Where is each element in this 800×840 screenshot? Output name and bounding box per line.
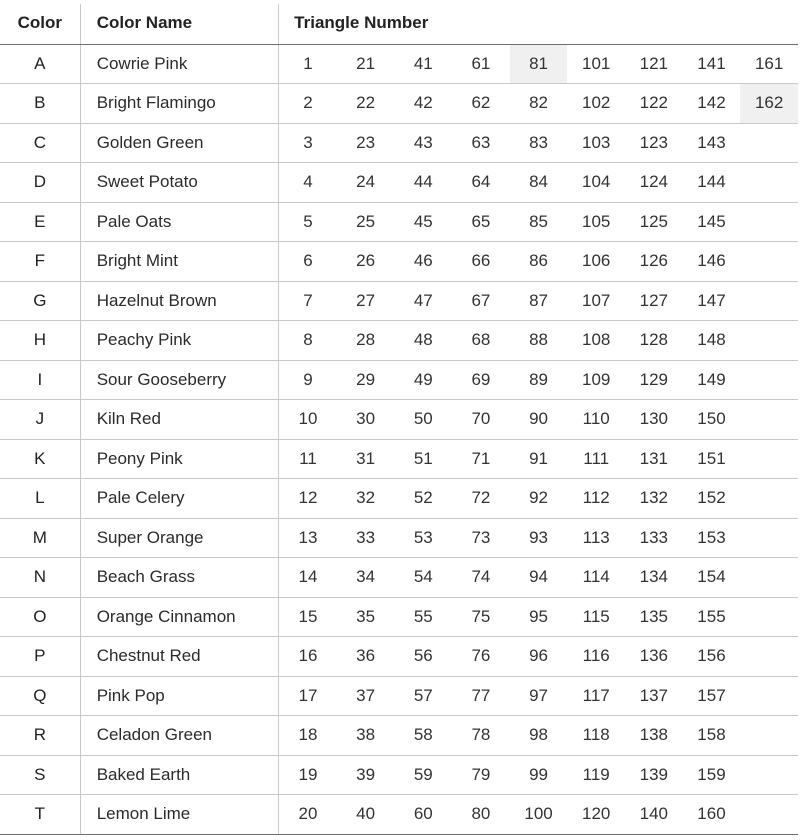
triangle-number-cell: 3: [279, 123, 337, 163]
triangle-number-cell: 82: [510, 84, 568, 124]
triangle-number-cell: 50: [394, 400, 452, 440]
triangle-number-cell: 65: [452, 202, 510, 242]
triangle-number-cell: 109: [567, 360, 625, 400]
color-code-cell: G: [0, 281, 80, 321]
triangle-number-cell: 58: [394, 716, 452, 756]
triangle-number-cell: 129: [625, 360, 683, 400]
triangle-number-cell: 130: [625, 400, 683, 440]
color-name-cell: Peachy Pink: [80, 321, 278, 361]
color-name-cell: Super Orange: [80, 518, 278, 558]
table-row: [0, 84, 798, 124]
table-row: [0, 518, 798, 558]
triangle-number-cell: [740, 439, 798, 479]
header-triangle-number: Triangle Number: [279, 4, 798, 44]
triangle-number-cell: [740, 400, 798, 440]
triangle-number-cell: [740, 163, 798, 203]
triangle-number-cell: 89: [510, 360, 568, 400]
triangle-number-cell: 19: [279, 755, 337, 795]
triangle-number-cell: 72: [452, 479, 510, 519]
triangle-number-cell: 96: [510, 637, 568, 677]
triangle-number-cell: [740, 716, 798, 756]
triangle-number-cell: 29: [337, 360, 395, 400]
triangle-number-cell: 113: [567, 518, 625, 558]
triangle-number-cell: 91: [510, 439, 568, 479]
triangle-number-cell: 131: [625, 439, 683, 479]
triangle-number-cell: 67: [452, 281, 510, 321]
table-row: [0, 795, 798, 835]
triangle-number-cell: 126: [625, 242, 683, 282]
triangle-number-cell: 161: [740, 44, 798, 84]
triangle-number-cell: 92: [510, 479, 568, 519]
color-name-cell: Baked Earth: [80, 755, 278, 795]
triangle-number-cell: 85: [510, 202, 568, 242]
triangle-number-cell: [740, 479, 798, 519]
triangle-number-cell: 25: [337, 202, 395, 242]
table-row: [0, 321, 798, 361]
triangle-number-cell: 102: [567, 84, 625, 124]
triangle-number-cell: 30: [337, 400, 395, 440]
triangle-number-cell: 117: [567, 676, 625, 716]
triangle-number-cell: 146: [683, 242, 741, 282]
triangle-number-cell: 124: [625, 163, 683, 203]
table-row: [0, 479, 798, 519]
triangle-number-cell: 13: [279, 518, 337, 558]
triangle-number-cell: 17: [279, 676, 337, 716]
triangle-number-cell: [740, 518, 798, 558]
triangle-number-cell: 105: [567, 202, 625, 242]
table-row: [0, 755, 798, 795]
color-code-cell: A: [0, 44, 80, 84]
triangle-number-cell: 139: [625, 755, 683, 795]
color-code-cell: N: [0, 558, 80, 598]
color-name-cell: Cowrie Pink: [80, 44, 278, 84]
triangle-number-cell: 111: [567, 439, 625, 479]
table-row: [0, 123, 798, 163]
triangle-number-cell: 159: [683, 755, 741, 795]
table-row: [0, 637, 798, 677]
triangle-number-cell: 87: [510, 281, 568, 321]
triangle-number-cell: 143: [683, 123, 741, 163]
triangle-number-cell: 27: [337, 281, 395, 321]
triangle-number-cell: 51: [394, 439, 452, 479]
triangle-number-cell: 160: [683, 795, 741, 835]
triangle-number-cell: 4: [279, 163, 337, 203]
triangle-number-cell: 40: [337, 795, 395, 835]
triangle-number-cell: 44: [394, 163, 452, 203]
triangle-number-cell: 12: [279, 479, 337, 519]
color-name-cell: Pale Celery: [80, 479, 278, 519]
triangle-number-cell: 104: [567, 163, 625, 203]
table-row: [0, 716, 798, 756]
triangle-number-cell: 16: [279, 637, 337, 677]
triangle-number-cell: 41: [394, 44, 452, 84]
triangle-number-cell: 28: [337, 321, 395, 361]
triangle-number-cell: 99: [510, 755, 568, 795]
table-body: [0, 44, 798, 834]
triangle-number-cell: 61: [452, 44, 510, 84]
color-name-cell: Peony Pink: [80, 439, 278, 479]
triangle-number-cell: 150: [683, 400, 741, 440]
triangle-color-table: [0, 4, 798, 835]
color-name-cell: Sweet Potato: [80, 163, 278, 203]
triangle-number-cell: 157: [683, 676, 741, 716]
triangle-number-cell: 83: [510, 123, 568, 163]
triangle-number-cell: 106: [567, 242, 625, 282]
triangle-number-cell: 49: [394, 360, 452, 400]
table-row: [0, 676, 798, 716]
triangle-number-cell: 8: [279, 321, 337, 361]
triangle-number-cell: [740, 637, 798, 677]
triangle-number-cell: 18: [279, 716, 337, 756]
triangle-number-cell: 77: [452, 676, 510, 716]
triangle-number-cell: 108: [567, 321, 625, 361]
triangle-number-cell: 68: [452, 321, 510, 361]
triangle-number-cell: 135: [625, 597, 683, 637]
triangle-number-cell: 55: [394, 597, 452, 637]
triangle-number-cell: 78: [452, 716, 510, 756]
triangle-number-cell: 134: [625, 558, 683, 598]
triangle-number-cell: 79: [452, 755, 510, 795]
triangle-number-cell: 95: [510, 597, 568, 637]
triangle-number-cell: 114: [567, 558, 625, 598]
table-row: [0, 163, 798, 203]
color-code-cell: M: [0, 518, 80, 558]
table-row: [0, 242, 798, 282]
triangle-number-cell: 116: [567, 637, 625, 677]
triangle-number-cell: 60: [394, 795, 452, 835]
triangle-number-cell: 132: [625, 479, 683, 519]
triangle-number-cell: 98: [510, 716, 568, 756]
triangle-number-cell: 152: [683, 479, 741, 519]
triangle-number-cell: 133: [625, 518, 683, 558]
color-name-cell: Sour Gooseberry: [80, 360, 278, 400]
color-name-cell: Bright Mint: [80, 242, 278, 282]
triangle-number-cell: 33: [337, 518, 395, 558]
triangle-number-cell: 115: [567, 597, 625, 637]
triangle-number-cell: 36: [337, 637, 395, 677]
triangle-number-cell: 100: [510, 795, 568, 835]
triangle-number-cell: 73: [452, 518, 510, 558]
color-name-cell: Chestnut Red: [80, 637, 278, 677]
triangle-number-cell: 76: [452, 637, 510, 677]
triangle-number-cell: 122: [625, 84, 683, 124]
triangle-number-cell: 52: [394, 479, 452, 519]
triangle-number-cell: 53: [394, 518, 452, 558]
color-name-cell: Orange Cinnamon: [80, 597, 278, 637]
triangle-number-cell: 69: [452, 360, 510, 400]
triangle-number-cell: 156: [683, 637, 741, 677]
triangle-number-cell: 123: [625, 123, 683, 163]
triangle-number-cell: 22: [337, 84, 395, 124]
triangle-number-cell: 6: [279, 242, 337, 282]
triangle-number-cell: [740, 123, 798, 163]
triangle-number-cell: 93: [510, 518, 568, 558]
table-row: [0, 400, 798, 440]
color-name-cell: Golden Green: [80, 123, 278, 163]
color-name-cell: Kiln Red: [80, 400, 278, 440]
triangle-number-cell: 145: [683, 202, 741, 242]
triangle-number-cell: 59: [394, 755, 452, 795]
triangle-number-cell: 5: [279, 202, 337, 242]
color-code-cell: H: [0, 321, 80, 361]
triangle-number-cell: 119: [567, 755, 625, 795]
triangle-number-cell: [740, 755, 798, 795]
triangle-number-cell: 10: [279, 400, 337, 440]
table-row: [0, 558, 798, 598]
triangle-number-cell: 136: [625, 637, 683, 677]
triangle-number-cell: [740, 676, 798, 716]
color-code-cell: S: [0, 755, 80, 795]
table-row: [0, 281, 798, 321]
color-code-cell: R: [0, 716, 80, 756]
triangle-number-cell: 94: [510, 558, 568, 598]
triangle-number-cell: 14: [279, 558, 337, 598]
triangle-number-cell: 118: [567, 716, 625, 756]
triangle-number-cell: 148: [683, 321, 741, 361]
triangle-number-cell: 103: [567, 123, 625, 163]
triangle-number-cell: 35: [337, 597, 395, 637]
color-code-cell: F: [0, 242, 80, 282]
triangle-number-cell: 80: [452, 795, 510, 835]
triangle-number-cell: 142: [683, 84, 741, 124]
triangle-number-cell: 140: [625, 795, 683, 835]
color-code-cell: K: [0, 439, 80, 479]
table-row: [0, 597, 798, 637]
triangle-number-cell: 63: [452, 123, 510, 163]
triangle-number-cell: 43: [394, 123, 452, 163]
triangle-number-cell: 48: [394, 321, 452, 361]
triangle-number-cell: 149: [683, 360, 741, 400]
color-code-cell: Q: [0, 676, 80, 716]
triangle-number-cell: 128: [625, 321, 683, 361]
triangle-number-cell: 147: [683, 281, 741, 321]
triangle-number-cell: [740, 202, 798, 242]
color-code-cell: I: [0, 360, 80, 400]
triangle-number-cell: 9: [279, 360, 337, 400]
table-header-row: [0, 4, 798, 44]
triangle-number-cell: [740, 558, 798, 598]
triangle-number-cell: 62: [452, 84, 510, 124]
triangle-number-cell: 34: [337, 558, 395, 598]
triangle-number-cell: 127: [625, 281, 683, 321]
triangle-number-cell: 155: [683, 597, 741, 637]
triangle-number-cell: 31: [337, 439, 395, 479]
triangle-number-cell: 56: [394, 637, 452, 677]
triangle-number-cell: 121: [625, 44, 683, 84]
triangle-number-cell: 158: [683, 716, 741, 756]
color-name-cell: Bright Flamingo: [80, 84, 278, 124]
triangle-number-cell: 154: [683, 558, 741, 598]
triangle-number-cell: 151: [683, 439, 741, 479]
triangle-number-cell: [740, 242, 798, 282]
color-name-cell: Beach Grass: [80, 558, 278, 598]
triangle-number-cell: 75: [452, 597, 510, 637]
triangle-number-cell: 71: [452, 439, 510, 479]
color-code-cell: O: [0, 597, 80, 637]
triangle-number-cell: 90: [510, 400, 568, 440]
triangle-number-cell: 138: [625, 716, 683, 756]
color-name-cell: Celadon Green: [80, 716, 278, 756]
triangle-number-cell: 74: [452, 558, 510, 598]
triangle-number-cell: 7: [279, 281, 337, 321]
triangle-number-cell: 97: [510, 676, 568, 716]
triangle-number-cell: 88: [510, 321, 568, 361]
triangle-number-cell: 110: [567, 400, 625, 440]
triangle-number-cell: 84: [510, 163, 568, 203]
table-row: [0, 44, 798, 84]
triangle-number-cell: 57: [394, 676, 452, 716]
triangle-number-cell: 125: [625, 202, 683, 242]
color-code-cell: L: [0, 479, 80, 519]
color-name-cell: Hazelnut Brown: [80, 281, 278, 321]
color-code-cell: D: [0, 163, 80, 203]
color-code-cell: T: [0, 795, 80, 835]
triangle-number-cell: 24: [337, 163, 395, 203]
triangle-number-cell: 37: [337, 676, 395, 716]
triangle-number-cell: 86: [510, 242, 568, 282]
triangle-number-cell: 32: [337, 479, 395, 519]
triangle-number-cell: 1: [279, 44, 337, 84]
triangle-number-cell: 20: [279, 795, 337, 835]
triangle-number-cell: [740, 321, 798, 361]
color-code-cell: P: [0, 637, 80, 677]
triangle-number-cell: 101: [567, 44, 625, 84]
header-color-name: Color Name: [80, 4, 278, 44]
table-row: [0, 439, 798, 479]
triangle-number-cell: [740, 597, 798, 637]
triangle-number-cell: 46: [394, 242, 452, 282]
triangle-number-cell: 23: [337, 123, 395, 163]
table-row: [0, 202, 798, 242]
triangle-number-cell: [740, 795, 798, 835]
triangle-number-cell: 39: [337, 755, 395, 795]
triangle-number-cell: 15: [279, 597, 337, 637]
triangle-number-cell: 144: [683, 163, 741, 203]
header-color: Color: [0, 4, 80, 44]
triangle-number-cell: 81: [510, 44, 568, 84]
triangle-number-cell: 120: [567, 795, 625, 835]
triangle-number-cell: 162: [740, 84, 798, 124]
color-name-cell: Pink Pop: [80, 676, 278, 716]
triangle-number-cell: [740, 281, 798, 321]
triangle-number-cell: 21: [337, 44, 395, 84]
triangle-number-cell: 42: [394, 84, 452, 124]
triangle-number-cell: [740, 360, 798, 400]
color-name-cell: Pale Oats: [80, 202, 278, 242]
color-code-cell: B: [0, 84, 80, 124]
triangle-number-cell: 45: [394, 202, 452, 242]
triangle-number-cell: 137: [625, 676, 683, 716]
triangle-number-cell: 2: [279, 84, 337, 124]
triangle-number-cell: 107: [567, 281, 625, 321]
triangle-number-cell: 54: [394, 558, 452, 598]
triangle-number-cell: 26: [337, 242, 395, 282]
triangle-number-cell: 66: [452, 242, 510, 282]
table-row: [0, 360, 798, 400]
color-code-cell: E: [0, 202, 80, 242]
triangle-number-cell: 141: [683, 44, 741, 84]
triangle-number-cell: 64: [452, 163, 510, 203]
triangle-number-cell: 47: [394, 281, 452, 321]
triangle-number-cell: 70: [452, 400, 510, 440]
color-code-cell: J: [0, 400, 80, 440]
color-name-cell: Lemon Lime: [80, 795, 278, 835]
triangle-number-cell: 11: [279, 439, 337, 479]
triangle-number-cell: 153: [683, 518, 741, 558]
color-code-cell: C: [0, 123, 80, 163]
triangle-number-cell: 38: [337, 716, 395, 756]
triangle-number-cell: 112: [567, 479, 625, 519]
